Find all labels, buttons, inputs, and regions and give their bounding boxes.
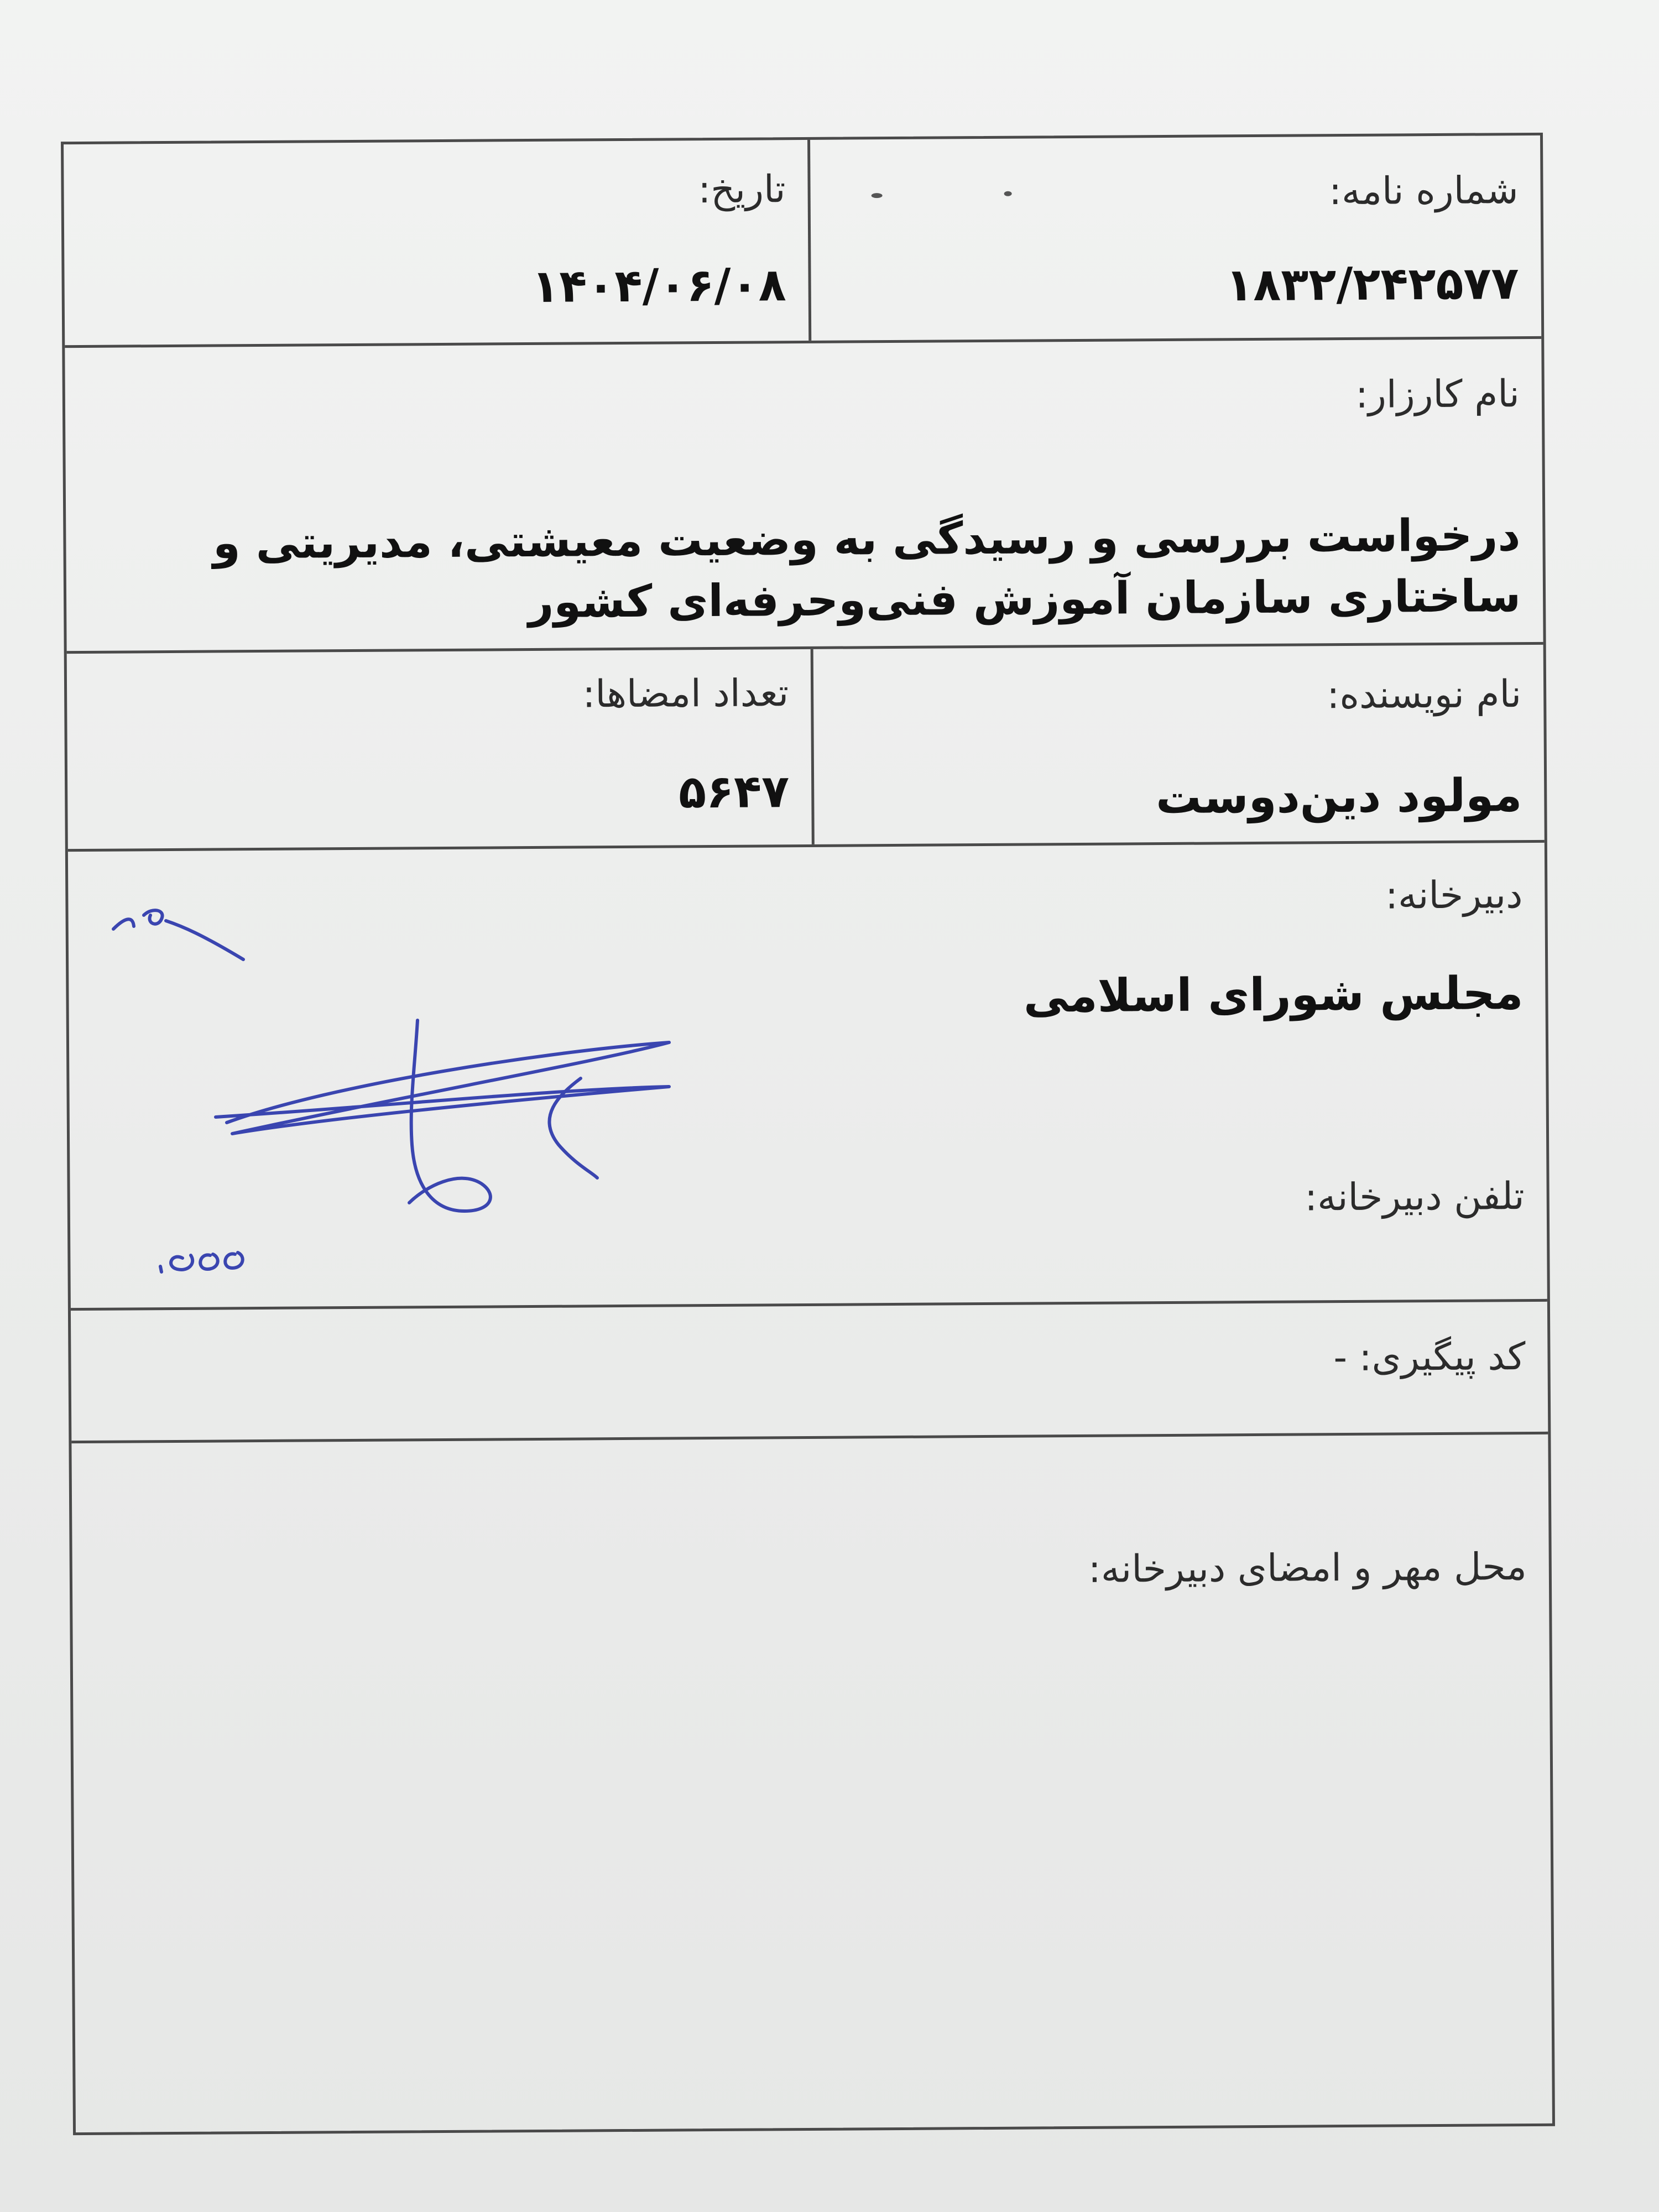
signature-stem — [409, 1020, 491, 1211]
petition-row — [65, 339, 1543, 654]
signature-strokes — [113, 910, 669, 1272]
top-note-scribble — [113, 910, 243, 959]
petition-cell — [65, 339, 1543, 651]
paper-mark — [1004, 191, 1012, 196]
header-row — [64, 135, 1541, 348]
author-name: مولود دین‌دوست — [1155, 769, 1522, 825]
tracking-code-label: کد پیگیری: - — [1333, 1335, 1526, 1380]
tracking-cell — [71, 1302, 1548, 1441]
date-label: تاریخ: — [698, 168, 786, 212]
letter-number-cell — [807, 135, 1541, 341]
author-row — [67, 645, 1545, 852]
signatures-label: تعداد امضاها: — [582, 671, 789, 717]
signatures-cell — [67, 649, 815, 849]
tracking-row — [71, 1302, 1548, 1443]
bottom-note-scribble — [160, 1253, 243, 1272]
paper-mark — [872, 193, 883, 198]
signatures-count: ۵۶۴۷ — [678, 765, 790, 819]
seal-label: محل مهر و امضای دبیرخانه: — [1088, 1545, 1527, 1592]
letter-number-label: شماره نامه: — [1328, 169, 1519, 214]
secretariat-name: مجلس شورای اسلامی — [1023, 967, 1524, 1023]
seal-cell — [71, 1434, 1552, 2138]
handwritten-signature — [100, 885, 763, 1283]
date-cell — [64, 140, 811, 345]
petition-label: نام کارزار: — [1355, 372, 1520, 417]
seal-row — [71, 1434, 1552, 2138]
letter-number-value: ۱۸۳۲/۲۴۲۵۷۷ — [1225, 257, 1519, 312]
date-value: ۱۴۰۴/۰۶/۰۸ — [531, 259, 786, 313]
petition-title: درخواست بررسی و رسیدگی به وضعیت معیشتی، مدیریتی و ساختاری سازمان آموزش فنی‌وحرفه‌ای کشور — [212, 509, 1521, 628]
secretariat-phone-label: تلفن دبیرخانه: — [1304, 1175, 1525, 1220]
signature-loops — [216, 1042, 669, 1134]
author-cell — [811, 645, 1545, 844]
secretariat-label: دبیرخانه: — [1385, 873, 1523, 918]
author-label: نام نویسنده: — [1327, 672, 1522, 718]
